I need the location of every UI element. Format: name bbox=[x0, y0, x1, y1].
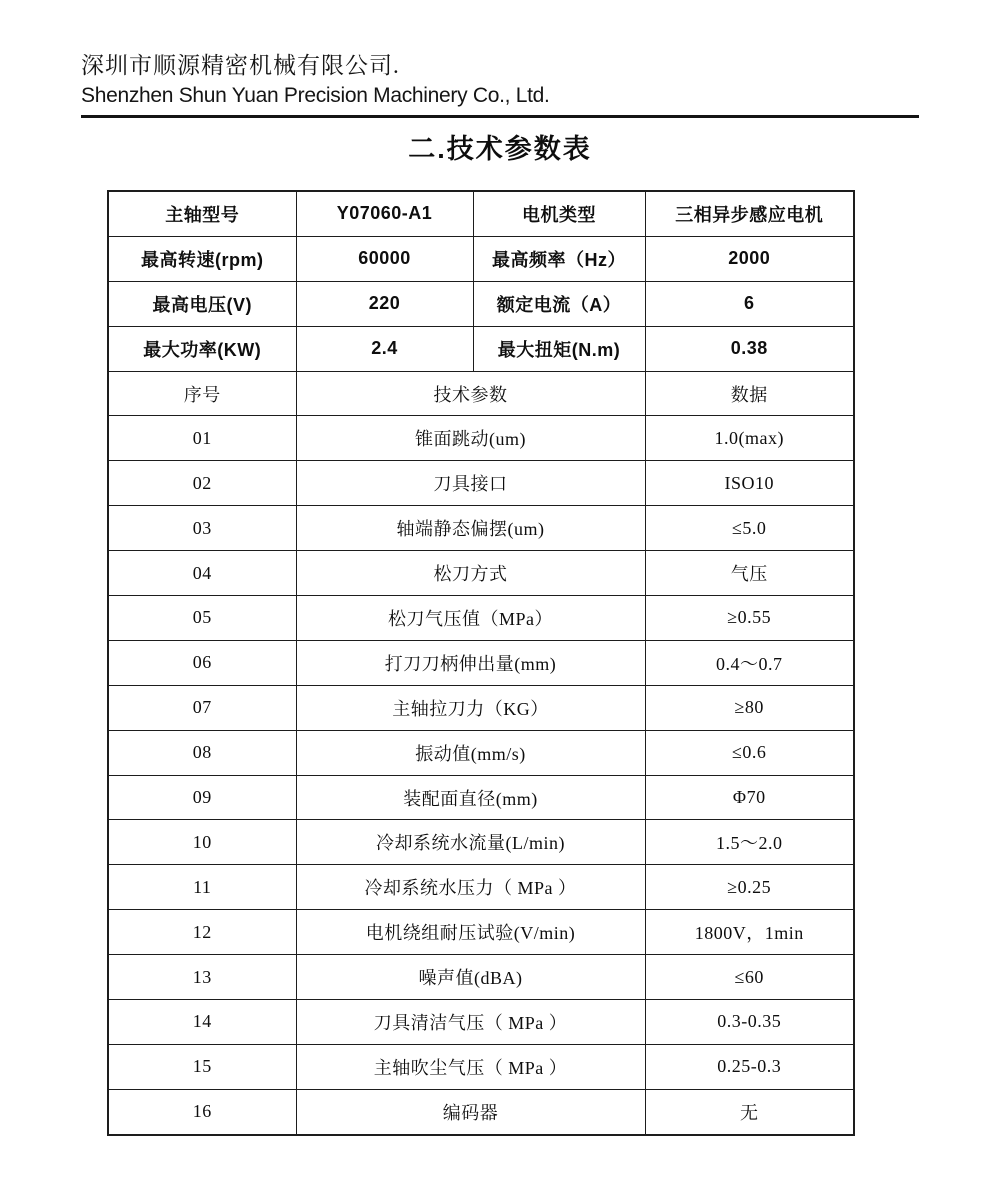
parameter-name-cell: 主轴拉刀力（KG） bbox=[296, 685, 645, 730]
parameter-name-cell: 刀具接口 bbox=[296, 461, 645, 506]
parameter-name-cell: 松刀方式 bbox=[296, 551, 645, 596]
parameter-value-cell: ≤0.6 bbox=[645, 730, 854, 775]
parameter-value-cell: ≤60 bbox=[645, 955, 854, 1000]
parameter-name-cell: 主轴吹尘气压（ MPa ） bbox=[296, 1044, 645, 1089]
parameter-name-cell: 装配面直径(mm) bbox=[296, 775, 645, 820]
parameter-value-cell: ≤5.0 bbox=[645, 506, 854, 551]
spec-label-cell: 最高频率（Hz） bbox=[473, 236, 645, 281]
parameter-name-cell: 冷却系统水压力（ MPa ） bbox=[296, 865, 645, 910]
parameter-value-cell: 1.5～2.0 bbox=[645, 820, 854, 865]
spec-parameter-row bbox=[108, 955, 854, 1000]
company-name-en: Shenzhen Shun Yuan Precision Machinery Co., Ltd. bbox=[81, 84, 550, 107]
spec-parameter-row bbox=[108, 1000, 854, 1045]
spec-value-cell: Y07060-A1 bbox=[296, 191, 473, 236]
spec-parameter-row bbox=[108, 775, 854, 820]
spec-table bbox=[107, 190, 855, 1136]
parameter-name-cell: 编码器 bbox=[296, 1089, 645, 1134]
letterhead bbox=[81, 50, 919, 118]
column-header-index: 序号 bbox=[108, 371, 296, 416]
parameter-value-cell: Φ70 bbox=[645, 775, 854, 820]
spec-parameter-row bbox=[108, 865, 854, 910]
spec-value-cell: 220 bbox=[296, 281, 473, 326]
row-index-cell: 04 bbox=[108, 551, 296, 596]
spec-parameter-row bbox=[108, 640, 854, 685]
parameter-value-cell: 0.25-0.3 bbox=[645, 1044, 854, 1089]
parameter-value-cell: ≥80 bbox=[645, 685, 854, 730]
parameter-value-cell: 1.0(max) bbox=[645, 416, 854, 461]
parameter-value-cell: 0.3-0.35 bbox=[645, 1000, 854, 1045]
parameter-value-cell: 1800V，1min bbox=[645, 910, 854, 955]
row-index-cell: 11 bbox=[108, 865, 296, 910]
parameter-value-cell: 气压 bbox=[645, 551, 854, 596]
parameter-name-cell: 锥面跳动(um) bbox=[296, 416, 645, 461]
parameter-name-cell: 噪声值(dBA) bbox=[296, 955, 645, 1000]
parameter-name-cell: 电机绕组耐压试验(V/min) bbox=[296, 910, 645, 955]
spec-parameter-row bbox=[108, 506, 854, 551]
spec-parameter-row bbox=[108, 416, 854, 461]
spec-value-cell: 三相异步感应电机 bbox=[645, 191, 854, 236]
spec-parameter-row bbox=[108, 551, 854, 596]
parameter-value-cell: ≥0.25 bbox=[645, 865, 854, 910]
row-index-cell: 01 bbox=[108, 416, 296, 461]
spec-label-cell: 最大扭矩(N.m) bbox=[473, 326, 645, 371]
spec-table-top-body bbox=[108, 191, 854, 371]
parameter-value-cell: 0.4～0.7 bbox=[645, 640, 854, 685]
spec-parameter-row bbox=[108, 1044, 854, 1089]
row-index-cell: 16 bbox=[108, 1089, 296, 1134]
row-index-cell: 02 bbox=[108, 461, 296, 506]
header-divider bbox=[81, 115, 919, 118]
spec-label-cell: 最高电压(V) bbox=[108, 281, 296, 326]
spec-parameter-row bbox=[108, 685, 854, 730]
row-index-cell: 14 bbox=[108, 1000, 296, 1045]
spec-value-cell: 2.4 bbox=[296, 326, 473, 371]
row-index-cell: 10 bbox=[108, 820, 296, 865]
parameter-value-cell: 无 bbox=[645, 1089, 854, 1134]
spec-parameter-row bbox=[108, 461, 854, 506]
parameter-name-cell: 振动值(mm/s) bbox=[296, 730, 645, 775]
spec-value-cell: 2000 bbox=[645, 236, 854, 281]
row-index-cell: 05 bbox=[108, 596, 296, 641]
spec-label-cell: 电机类型 bbox=[473, 191, 645, 236]
spec-header-row bbox=[108, 371, 854, 416]
spec-value-cell: 60000 bbox=[296, 236, 473, 281]
spec-top-row bbox=[108, 236, 854, 281]
spec-top-row bbox=[108, 191, 854, 236]
parameter-value-cell: ≥0.55 bbox=[645, 596, 854, 641]
spec-parameter-row bbox=[108, 596, 854, 641]
spec-label-cell: 最大功率(KW) bbox=[108, 326, 296, 371]
spec-value-cell: 0.38 bbox=[645, 326, 854, 371]
spec-parameter-row bbox=[108, 910, 854, 955]
row-index-cell: 12 bbox=[108, 910, 296, 955]
company-name-zh: 深圳市顺源精密机械有限公司. bbox=[81, 53, 400, 78]
spec-value-cell: 6 bbox=[645, 281, 854, 326]
column-header-data: 数据 bbox=[645, 371, 854, 416]
parameter-name-cell: 打刀刀柄伸出量(mm) bbox=[296, 640, 645, 685]
spec-parameter-row bbox=[108, 1089, 854, 1134]
row-index-cell: 06 bbox=[108, 640, 296, 685]
spec-top-row bbox=[108, 281, 854, 326]
parameter-name-cell: 刀具清洁气压（ MPa ） bbox=[296, 1000, 645, 1045]
parameter-value-cell: ISO10 bbox=[645, 461, 854, 506]
row-index-cell: 13 bbox=[108, 955, 296, 1000]
spec-parameter-row bbox=[108, 730, 854, 775]
row-index-cell: 08 bbox=[108, 730, 296, 775]
spec-parameter-row bbox=[108, 820, 854, 865]
spec-label-cell: 额定电流（A） bbox=[473, 281, 645, 326]
section-title: 二.技术参数表 bbox=[408, 134, 592, 164]
spec-label-cell: 主轴型号 bbox=[108, 191, 296, 236]
row-index-cell: 09 bbox=[108, 775, 296, 820]
parameter-name-cell: 冷却系统水流量(L/min) bbox=[296, 820, 645, 865]
row-index-cell: 03 bbox=[108, 506, 296, 551]
spec-label-cell: 最高转速(rpm) bbox=[108, 236, 296, 281]
spec-table-main-body bbox=[108, 416, 854, 1135]
row-index-cell: 07 bbox=[108, 685, 296, 730]
parameter-name-cell: 松刀气压值（MPa） bbox=[296, 596, 645, 641]
row-index-cell: 15 bbox=[108, 1044, 296, 1089]
spec-top-row bbox=[108, 326, 854, 371]
spec-table-header-body bbox=[108, 371, 854, 416]
column-header-parameter: 技术参数 bbox=[296, 371, 645, 416]
parameter-name-cell: 轴端静态偏摆(um) bbox=[296, 506, 645, 551]
